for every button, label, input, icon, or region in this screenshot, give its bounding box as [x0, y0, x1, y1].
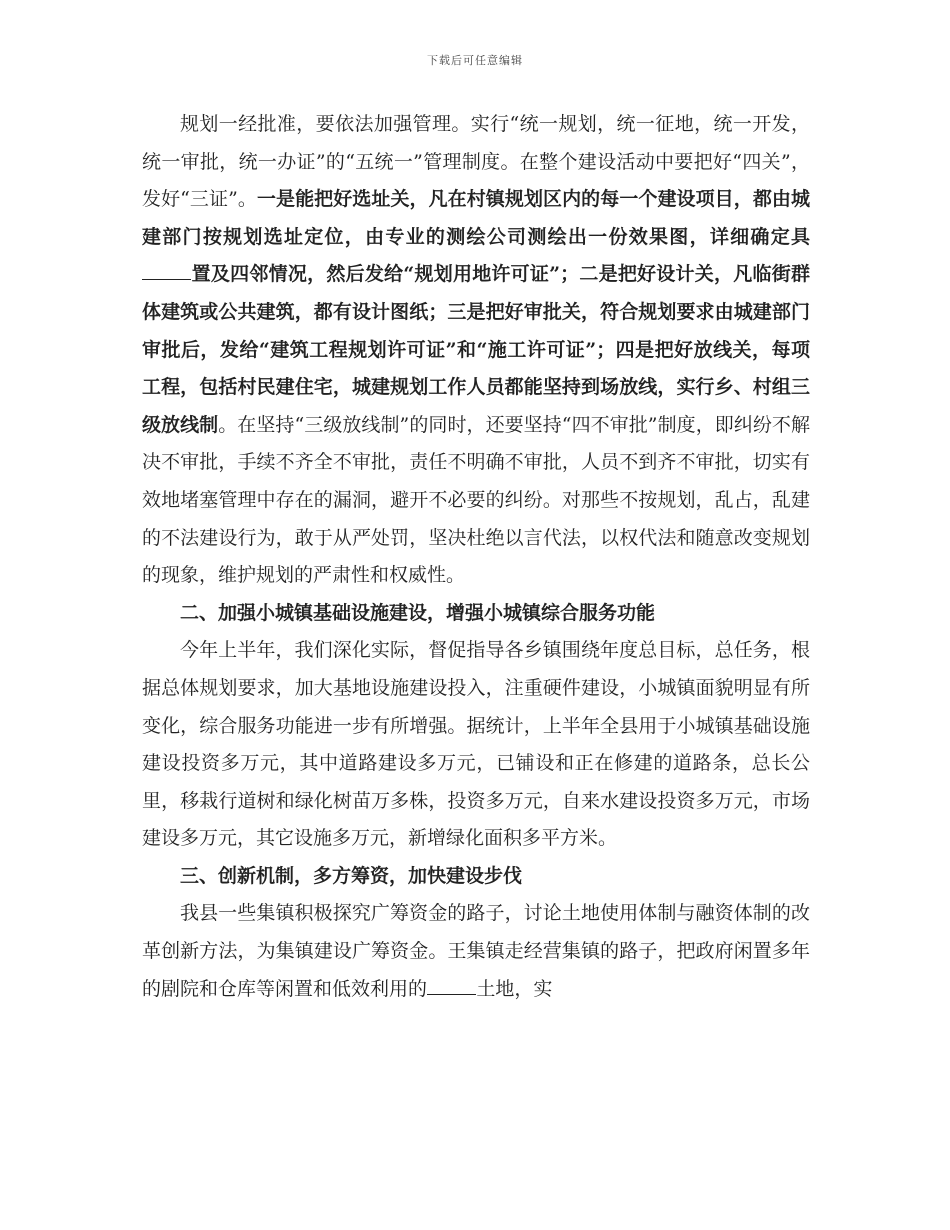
blank-underline: [142, 262, 191, 280]
blank-underline: [427, 977, 476, 995]
paragraph-infrastructure: 今年上半年，我们深化实际，督促指导各乡镇围绕年度总目标，总任务，根据总体规划要求，加大基地设施建设投入，注重硬件建设，小城镇面貌明显有所变化，综合服务功能进一步有所增强。据统计，上半年全县用于小城镇基础设施建设投资多万元，其中道路建设多万元，已铺设和正在修建的道路条，总长公里，移栽行道树和绿化树苗万多株，投资多万元，自来水建设投资多万元，市场建设多万元，其它设施多万元，新增绿化面积多平方米。: [142, 639, 810, 850]
section-heading-3: 三、创新机制，多方筹资，加快建设步伐: [180, 864, 523, 887]
paragraph-text: 土地，实: [476, 977, 553, 1000]
page-header: 下载后可任意编辑: [427, 54, 523, 67]
bold-text-four-checkpoints-cont: 置及四邻情况，然后发给“规划用地许可证”；二是把好设计关，凡临街群体建筑或公共建筑，都有设计图纸；三是把好审批关，符合规划要求由城建部门审批后，发给“建筑工程规划许可证”和“施工许可证”；四是把好放线关，每项工程，包括村民建住宅，城建规划工作人员都能坚持到场放线，实行乡、村组三级放线制: [142, 263, 810, 436]
document-body: [142, 106, 810, 1008]
paragraph-text: 我县一些集镇积极探究广筹资金的路子，讨论土地使用体制与融资体制的改革创新方法，为集镇建设广筹资金。王集镇走经营集镇的路子，把政府闲置多年的剧院和仓库等闲置和低效利用的: [142, 902, 810, 1000]
paragraph-planning-management: [142, 106, 810, 595]
bold-text-four-checkpoints: 一是能把好选址关，凡在村镇规划区内的每一个建设项目，都由城建部门按规划选址定位，由专业的测绘公司测绘出一份效果图，详细确定具: [142, 188, 810, 248]
paragraph-text: 。在坚持“三级放线制”的同时，还要坚持“四不审批”制度，即纠纷不解决不审批，手续不齐全不审批，责任不明确不审批，人员不到齐不审批，切实有效地堵塞管理中存在的漏洞，避开不必要的纠纷。对那些不按规划，乱占，乱建的不法建设行为，敢于从严处罚，坚决杜绝以言代法，以权代法和随意改变规划的现象，维护规划的严肃性和权威性。: [142, 413, 810, 587]
paragraph-funding: [142, 895, 810, 1008]
paragraph-text: 规划一经批准，要依法加强管理。实行“统一规划，统一征地，统一开发，统一审批，统一办证”的“五统一”管理制度。在整个建设活动中要把好“四关”，发好“三证”。: [142, 113, 810, 211]
section-heading-2: 二、加强小城镇基础设施建设，增强小城镇综合服务功能: [180, 601, 656, 624]
